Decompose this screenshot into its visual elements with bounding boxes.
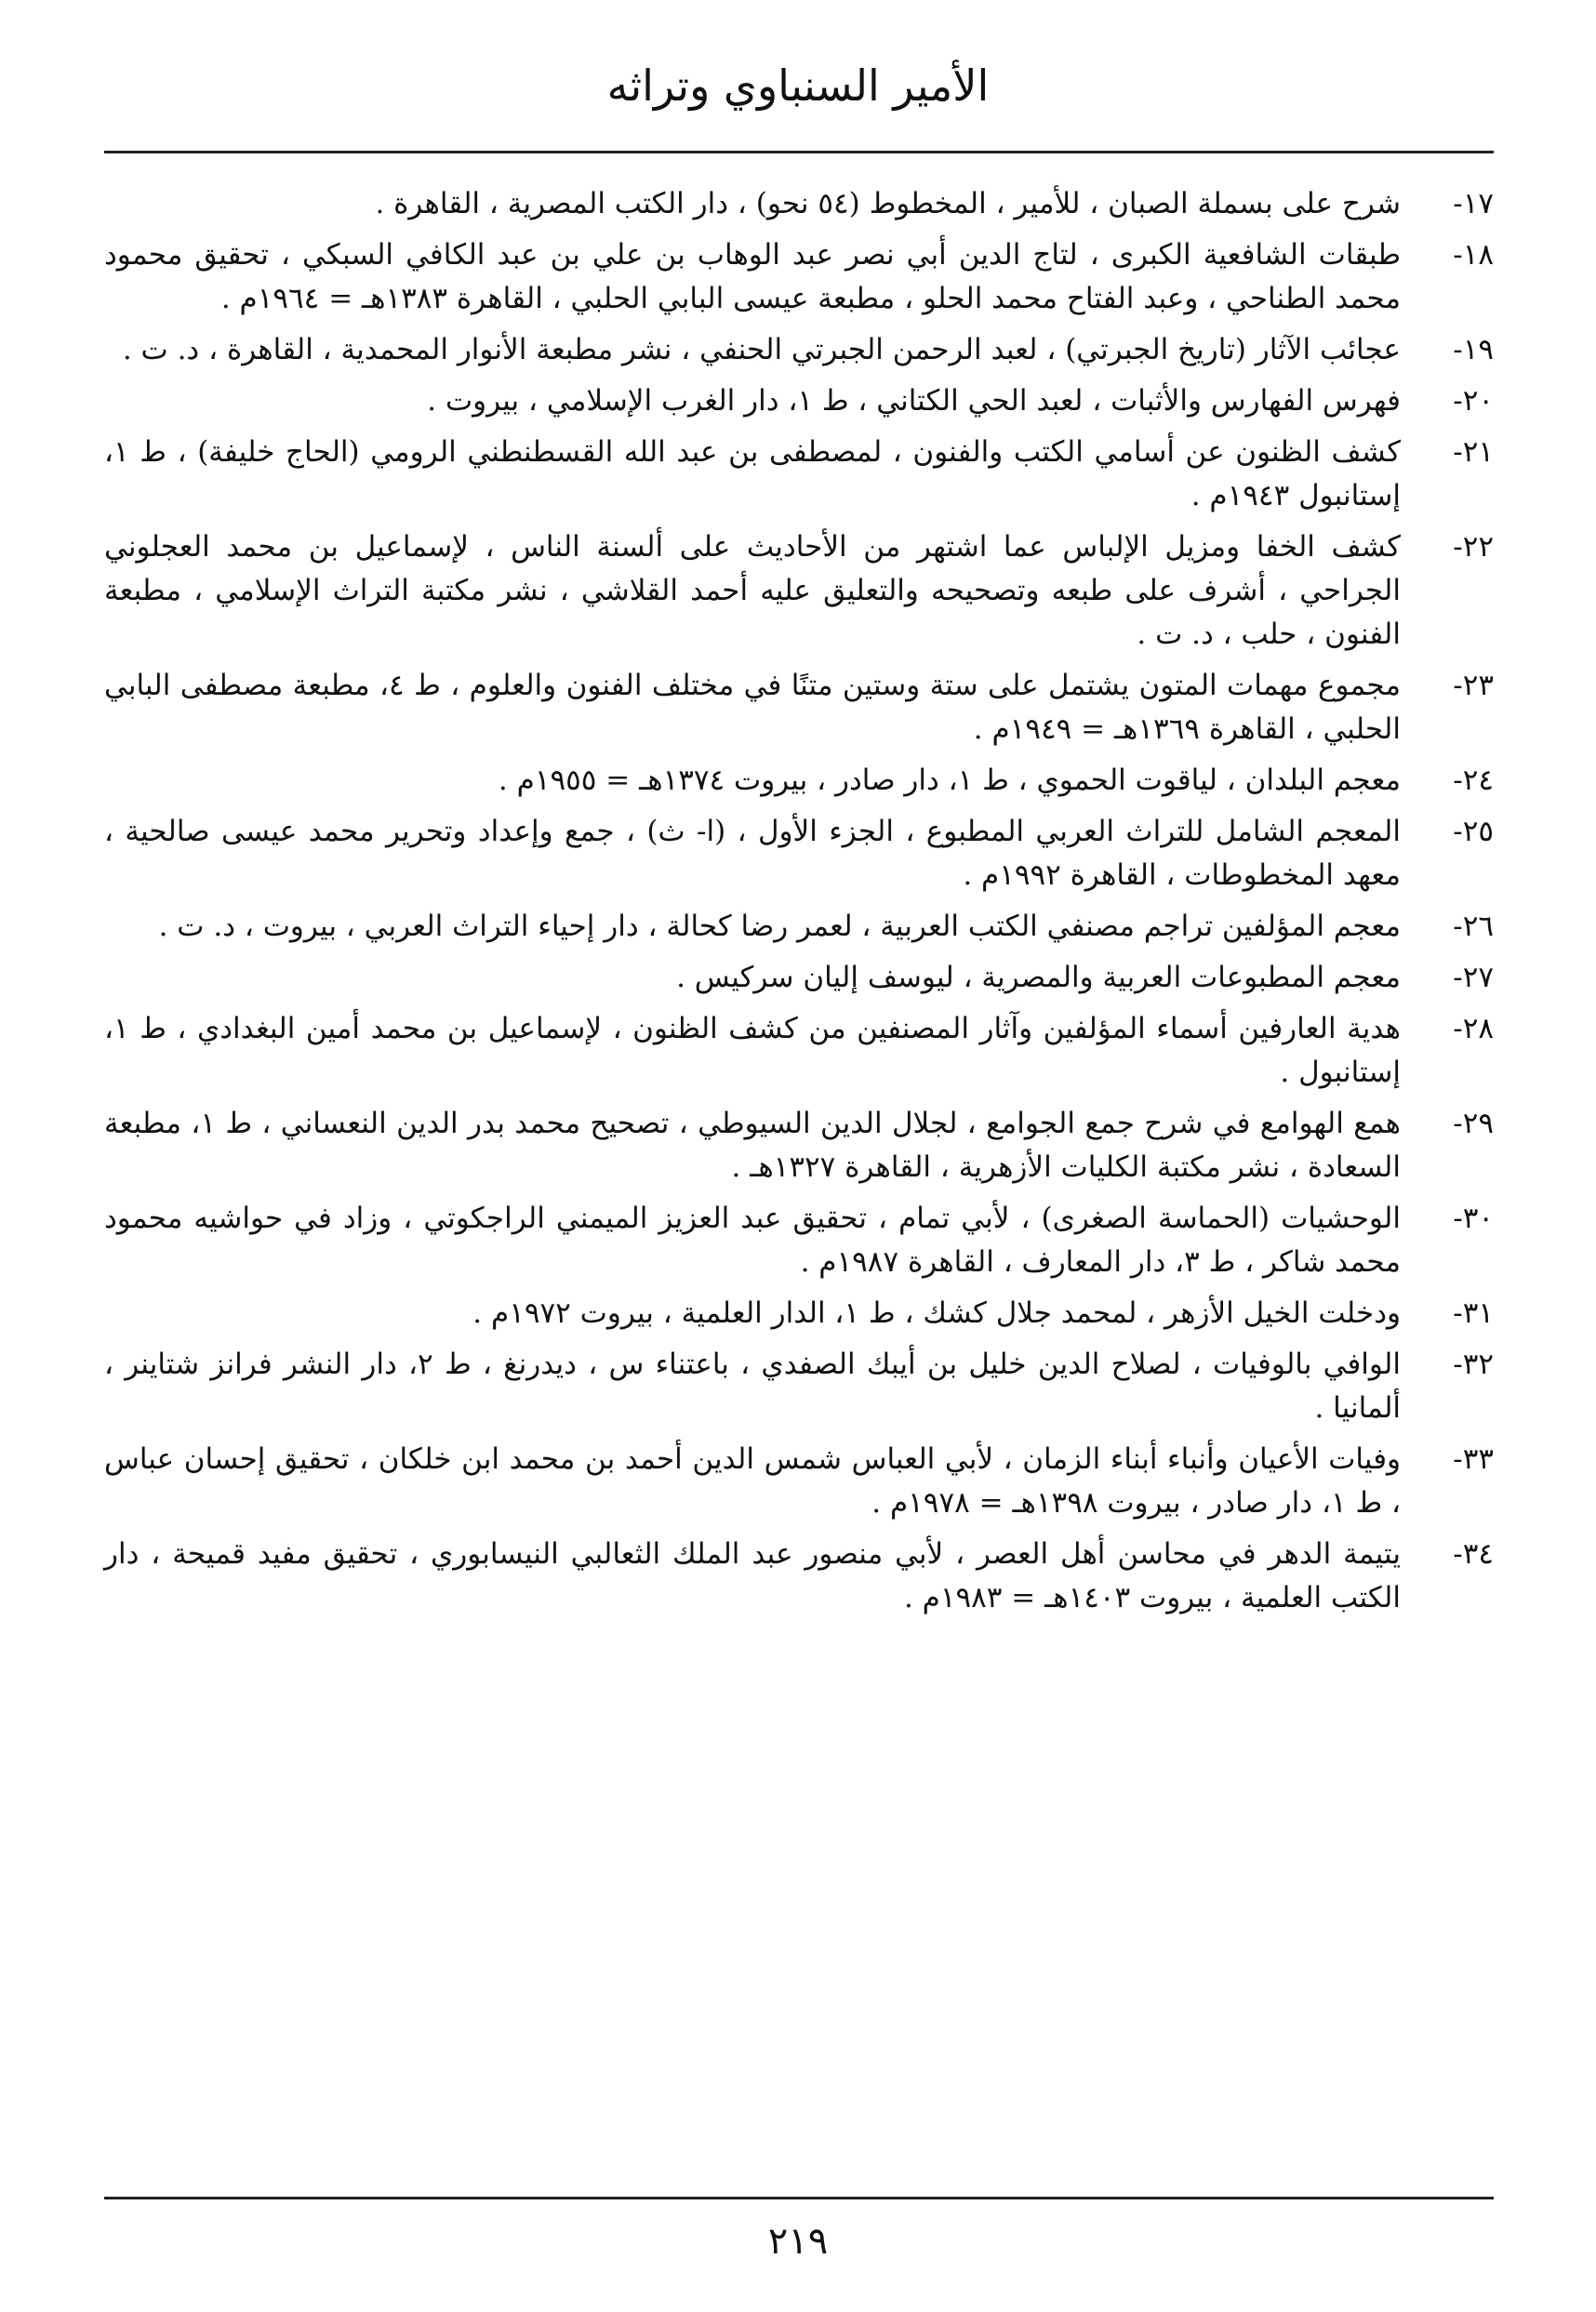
entry-text: الوحشيات (الحماسة الصغرى) ، لأبي تمام ، تحقيق عبد العزيز الميمني الراجكوتي ، وزاد في حواشيه محمود محمد شاكر ، ط ٣، دار المعارف ، القاهرة ١٩٨٧م . [104,1202,1401,1279]
entry-text: فهرس الفهارس والأثبات ، لعبد الحي الكتاني ، ط ١، دار الغرب الإسلامي ، بيروت . [427,384,1401,418]
bibliography-entry [104,1007,1494,1095]
bibliography-entry [104,233,1494,321]
bibliography-entry [104,1102,1494,1189]
entry-number: ٢٧- [1453,961,1494,994]
entry-text: المعجم الشامل للتراث العربي المطبوع ، الجزء الأول ، (ا- ث) ، جمع وإعداد وتحرير محمد عيسى صالحية ، معهد المخطوطات ، القاهرة ١٩٩٢م . [104,815,1401,892]
entry-text: هدية العارفين أسماء المؤلفين وآثار المصنفين من كشف الظنون ، لإسماعيل بن محمد أمين البغدادي ، ط ١، إستانبول . [104,1012,1401,1089]
entry-text: وفيات الأعيان وأنباء أبناء الزمان ، لأبي العباس شمس الدين أحمد بن محمد ابن خلكان ، تحقيق إحسان عباس ، ط ١، دار صادر ، بيروت ١٣٩٨هـ = ١٩٧٨م . [104,1442,1401,1520]
bibliography-entry [104,525,1494,657]
entry-number: ٢٥- [1453,815,1494,848]
entry-number: ٣٣- [1453,1442,1494,1476]
bibliography-entry [104,905,1494,949]
entry-number: ٢٦- [1453,910,1494,943]
page-number: ٢١٩ [767,2220,829,2263]
entry-number: ٢٨- [1453,1012,1494,1045]
entry-number: ١٩- [1453,333,1494,366]
entry-number: ٢٠- [1453,384,1494,418]
entry-text: طبقات الشافعية الكبرى ، لتاج الدين أبي نصر عبد الوهاب بن علي بن عبد الكافي السبكي ، تحقيق محمود محمد الطناحي ، وعبد الفتاح محمد الحلو ، مطبعة عيسى البابي الحلبي ، القاهرة ١٣٨٣هـ = ١٩٦٤م . [104,238,1401,315]
entry-number: ٣٤- [1453,1537,1494,1571]
entry-text: ودخلت الخيل الأزهر ، لمحمد جلال كشك ، ط ١، الدار العلمية ، بيروت ١٩٧٢م . [472,1296,1401,1330]
entry-number: ٢٤- [1453,764,1494,797]
entry-text: كشف الخفا ومزيل الإلباس عما اشتهر من الأحاديث على ألسنة الناس ، لإسماعيل بن محمد العجلوني الجراحي ، أشرف على طبعه وتصحيحه والتعليق عليه أحمد القلاشي ، نشر مكتبة التراث الإسلامي ، مطبعة الفنون ، حلب ، د. ت . [104,530,1401,651]
bibliography-entry [104,431,1494,518]
bibliography-list [104,182,1494,1628]
entry-text: الوافي بالوفيات ، لصلاح الدين خليل بن أيبك الصفدي ، باعتناء س ، ديدرنغ ، ط ٢، دار النشر فرانز شتاينر ، ألمانيا . [104,1348,1401,1425]
entry-text: معجم المطبوعات العربية والمصرية ، ليوسف إليان سركيس . [676,961,1401,994]
bibliography-entry [104,379,1494,423]
entry-number: ٢١- [1453,435,1494,469]
bibliography-entry [104,182,1494,226]
footer-rule [104,2197,1494,2199]
entry-text: معجم المؤلفين تراجم مصنفي الكتب العربية ، لعمر رضا كحالة ، دار إحياء التراث العربي ، بيروت ، د. ت . [158,910,1401,943]
running-header-title: الأمير السنباوي وتراثه [606,60,990,111]
bibliography-entry [104,956,1494,1000]
entry-number: ١٨- [1453,238,1494,272]
entry-text: شرح على بسملة الصبان ، للأمير ، المخطوط (٥٤ نحو) ، دار الكتب المصرية ، القاهرة . [375,187,1401,220]
bibliography-entry [104,1438,1494,1525]
entry-number: ٣١- [1453,1296,1494,1330]
header-rule [104,151,1494,153]
entry-number: ٣٢- [1453,1348,1494,1381]
entry-number: ٣٠- [1453,1202,1494,1235]
bibliography-entry [104,664,1494,751]
entry-number: ١٧- [1453,187,1494,220]
bibliography-entry [104,1292,1494,1335]
bibliography-entry [104,1197,1494,1284]
bibliography-entry [104,759,1494,803]
entry-text: معجم البلدان ، لياقوت الحموي ، ط ١، دار صادر ، بيروت ١٣٧٤هـ = ١٩٥٥م . [498,764,1401,797]
bibliography-entry [104,328,1494,372]
entry-text: كشف الظنون عن أسامي الكتب والفنون ، لمصطفى بن عبد الله القسطنطني الرومي (الحاج خليفة) ، ط ١، إستانبول ١٩٤٣م . [104,435,1401,512]
bibliography-entry [104,810,1494,897]
entry-number: ٢٩- [1453,1107,1494,1140]
entry-text: عجائب الآثار (تاريخ الجبرتي) ، لعبد الرحمن الجبرتي الحنفي ، نشر مطبعة الأنوار المحمدية ، القاهرة ، د. ت . [122,333,1401,366]
entry-text: همع الهوامع في شرح جمع الجوامع ، لجلال الدين السيوطي ، تصحيح محمد بدر الدين النعساني ، ط ١، مطبعة السعادة ، نشر مكتبة الكليات الأزهرية ، القاهرة ١٣٢٧هـ . [104,1107,1401,1184]
entry-number: ٢٣- [1453,669,1494,702]
entry-number: ٢٢- [1453,530,1494,564]
entry-text: يتيمة الدهر في محاسن أهل العصر ، لأبي منصور عبد الملك الثعالبي النيسابوري ، تحقيق مفيد قميحة ، دار الكتب العلمية ، بيروت ١٤٠٣هـ = ١٩٨٣م . [104,1537,1401,1614]
bibliography-entry [104,1343,1494,1430]
bibliography-entry [104,1533,1494,1620]
entry-text: مجموع مهمات المتون يشتمل على ستة وستين متنًا في مختلف الفنون والعلوم ، ط ٤، مطبعة مصطفى البابي الحلبي ، القاهرة ١٣٦٩هـ = ١٩٤٩م . [104,669,1401,746]
